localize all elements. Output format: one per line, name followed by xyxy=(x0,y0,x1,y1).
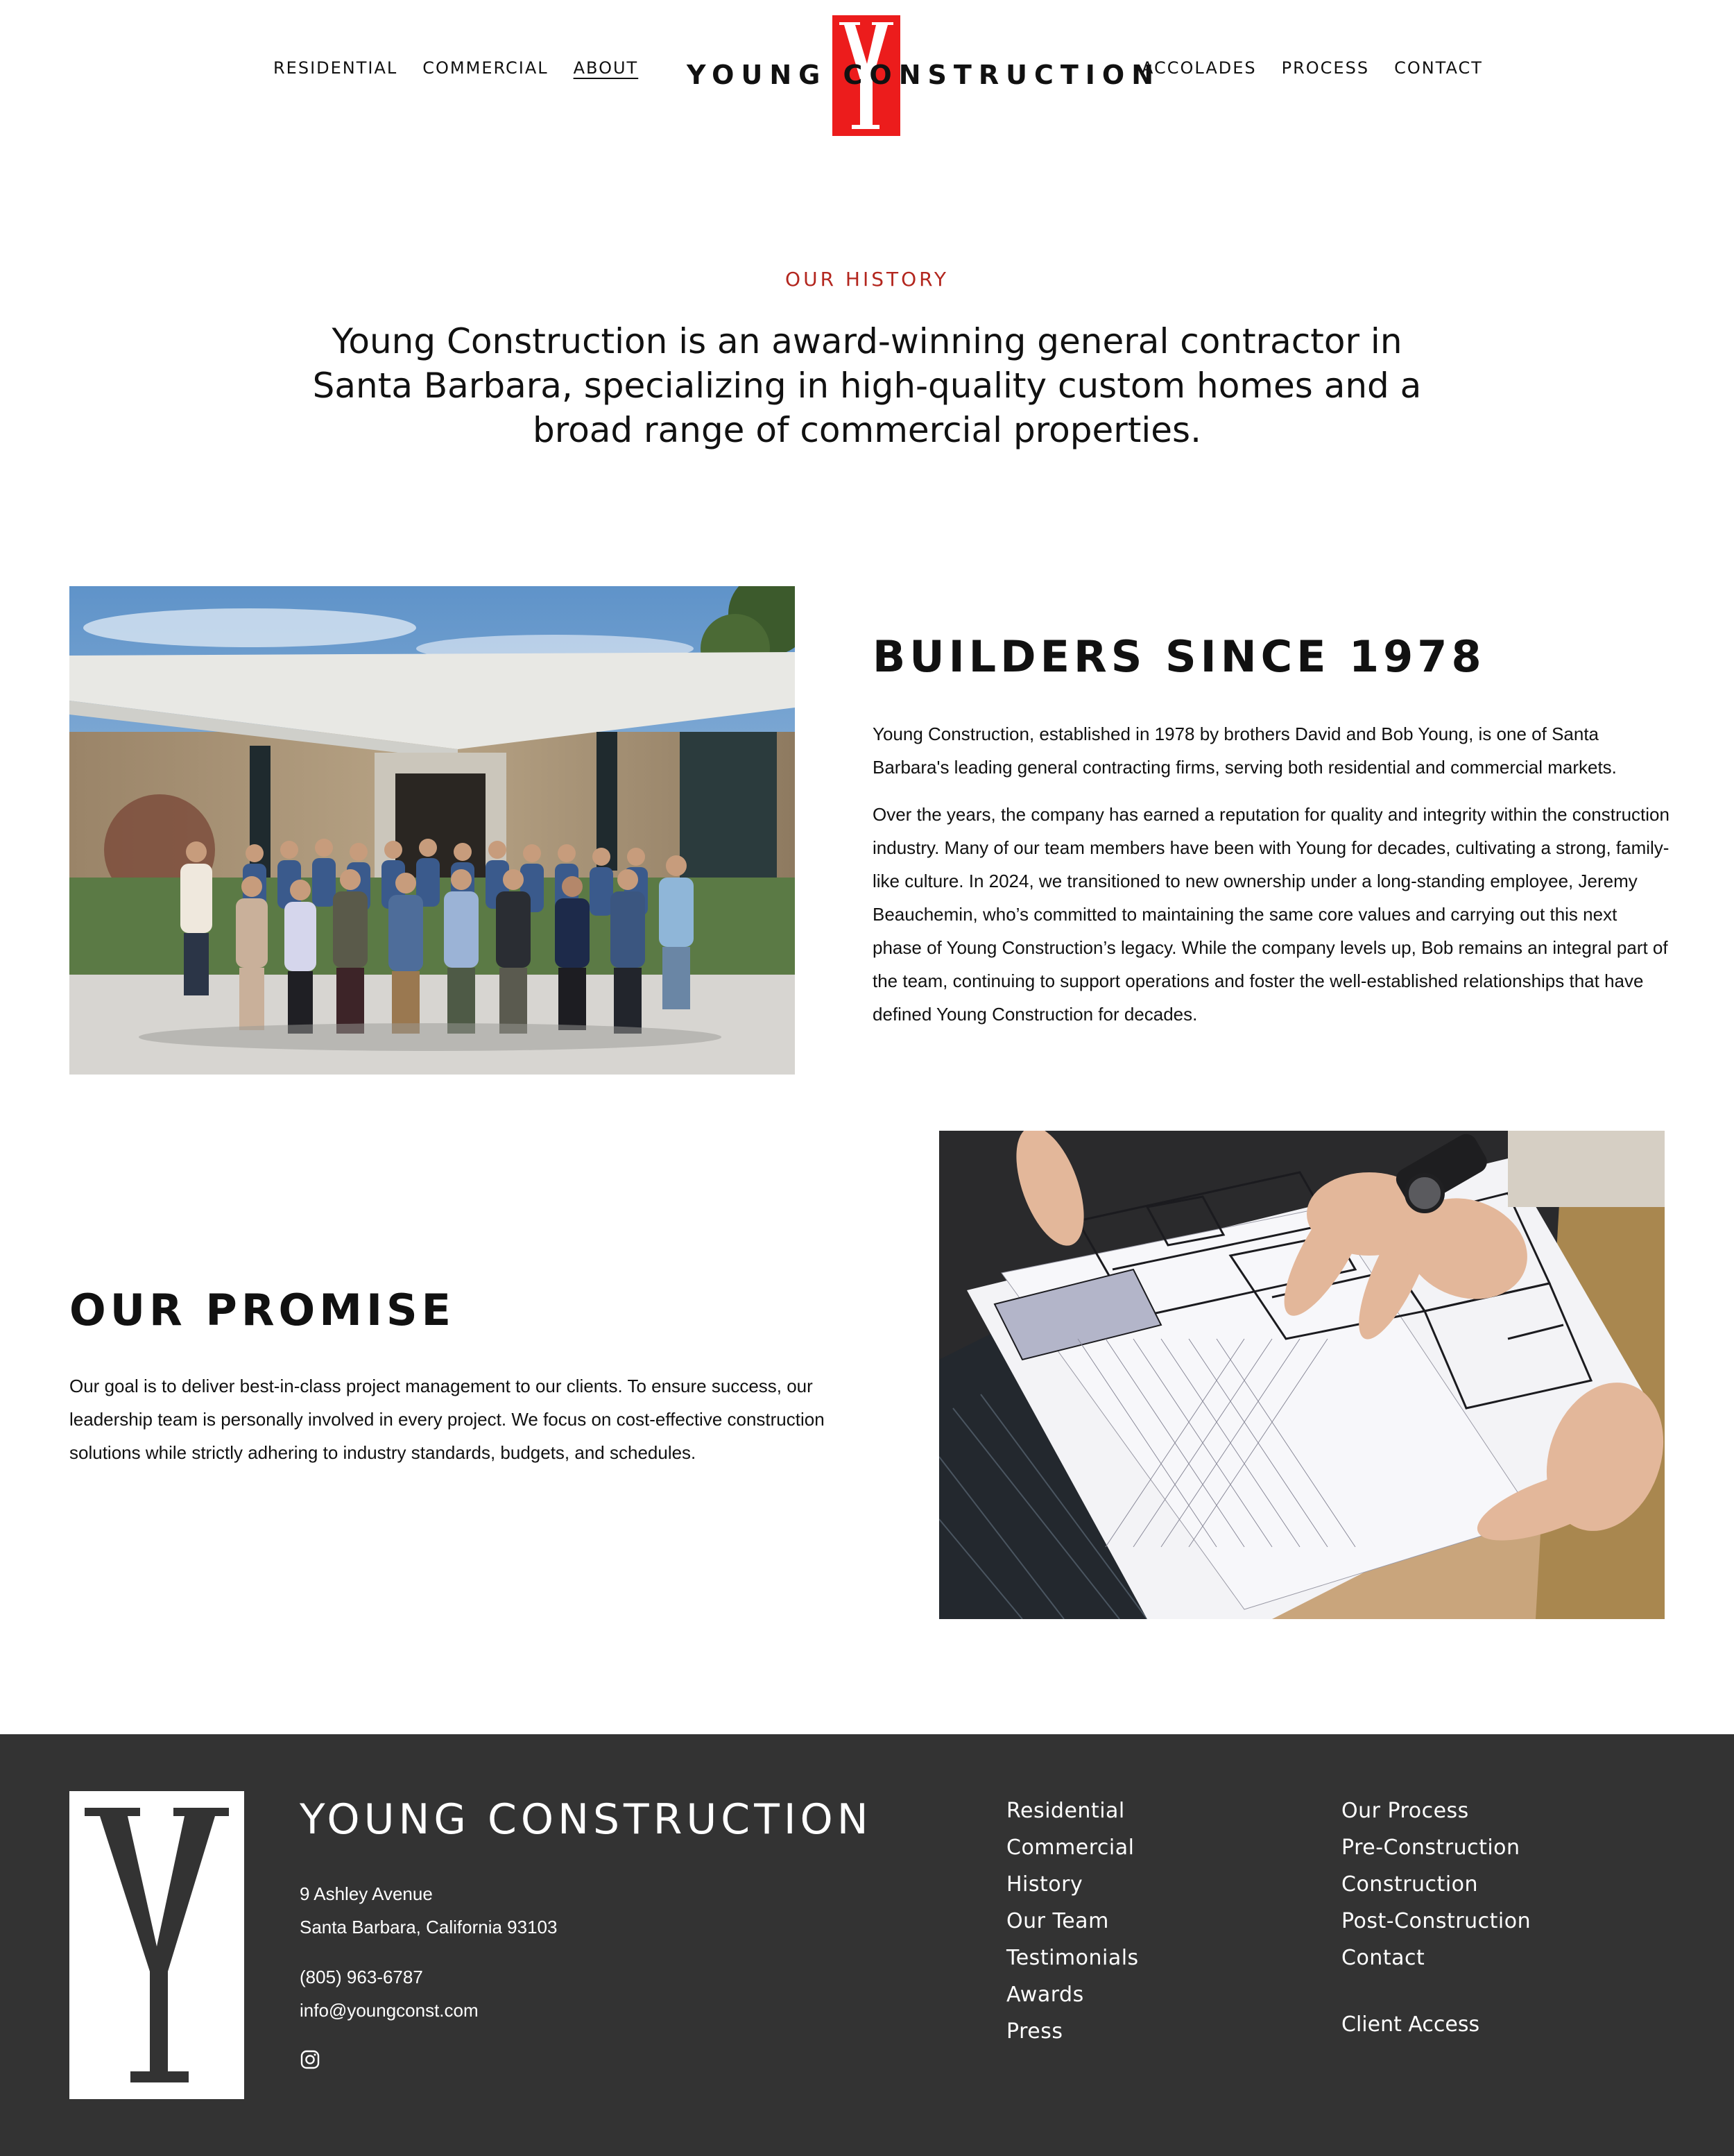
history-intro: Young Construction is an award-winning general contractor in Santa Barbara, specializing in high-quality custom homes and a broad range of commercial properties. xyxy=(312,321,1422,450)
team-photo-image xyxy=(69,586,795,1075)
footer-link-pre-construction[interactable]: Pre-Construction xyxy=(1341,1836,1520,1860)
footer-link-contact[interactable]: Contact xyxy=(1341,1946,1425,1970)
history-eyebrow: OUR HISTORY xyxy=(785,268,949,291)
footer-logo xyxy=(69,1791,244,2099)
site-logo[interactable] xyxy=(687,15,1160,137)
promise-paragraph: Our goal is to deliver best-in-class project management to our clients. To ensure success, our leadership team is personally involved in every project. We focus on cost-effective construction solutions while strictly adhering to industry standards, budgets, and schedules. xyxy=(69,1376,825,1463)
site-footer xyxy=(0,1734,1734,2156)
site-header xyxy=(0,0,1734,139)
footer-address-line-2: Santa Barbara, California 93103 xyxy=(300,1917,558,1937)
footer-link-construction[interactable]: Construction xyxy=(1341,1872,1479,1897)
promise-title: OUR PROMISE xyxy=(69,1285,456,1335)
nav-residential[interactable]: RESIDENTIAL xyxy=(273,58,398,78)
primary-nav-left xyxy=(273,58,638,78)
primary-nav-right xyxy=(1142,58,1483,78)
builders-paragraph-2: Over the years, the company has earned a reputation for quality and integrity within the construction industry. Many of our team members have been with Young for decades, cultivating a strong, family-like culture. In 2024, we transitioned to new ownership under a long-standing employee, Jeremy Beauchemin, who’s committed to maintaining the same core values and carrying out this next phase of Young Construction’s legacy. While the company levels up, Bob remains an integral part of the team, continuing to support operations and foster the well-established relationships that have defined Young Construction for decades. xyxy=(873,804,1669,1025)
logo-wordmark: YOUNG CONSTRUCTION xyxy=(687,60,1160,90)
blueprint-photo xyxy=(939,1131,1665,1619)
footer-link-post-construction[interactable]: Post-Construction xyxy=(1341,1909,1531,1933)
builders-title: BUILDERS SINCE 1978 xyxy=(873,631,1486,682)
footer-email-link[interactable]: info@youngconst.com xyxy=(300,2000,479,2021)
footer-link-our-team[interactable]: Our Team xyxy=(1006,1909,1109,1933)
footer-title: YOUNG CONSTRUCTION xyxy=(300,1795,873,1844)
footer-nav-column-1 xyxy=(1006,1793,1139,2050)
footer-link-commercial[interactable]: Commercial xyxy=(1006,1836,1135,1860)
nav-commercial[interactable]: COMMERCIAL xyxy=(422,58,549,78)
footer-nav-column-2 xyxy=(1341,1793,1531,1976)
footer-address-line-1: 9 Ashley Avenue xyxy=(300,1883,433,1904)
footer-link-residential[interactable]: Residential xyxy=(1006,1799,1125,1823)
nav-process[interactable]: PROCESS xyxy=(1281,58,1370,78)
nav-contact[interactable]: CONTACT xyxy=(1394,58,1483,78)
footer-y-icon xyxy=(69,1791,244,2099)
team-photo xyxy=(69,586,795,1075)
footer-phone-link[interactable]: (805) 963-6787 xyxy=(300,1967,423,1987)
footer-link-history[interactable]: History xyxy=(1006,1872,1083,1897)
blueprint-photo-image xyxy=(939,1131,1665,1619)
client-access-link[interactable]: Client Access xyxy=(1341,2012,1480,2037)
footer-link-press[interactable]: Press xyxy=(1006,2019,1063,2044)
footer-link-testimonials[interactable]: Testimonials xyxy=(1006,1946,1139,1970)
instagram-icon[interactable] xyxy=(300,2049,320,2070)
nav-accolades[interactable]: ACCOLADES xyxy=(1142,58,1257,78)
nav-about[interactable]: ABOUT xyxy=(573,58,639,78)
footer-link-our-process[interactable]: Our Process xyxy=(1341,1799,1469,1823)
footer-link-awards[interactable]: Awards xyxy=(1006,1983,1084,2007)
builders-paragraph-1: Young Construction, established in 1978 by brothers David and Bob Young, is one of Santa Barbara's leading general contracting firms, serving both residential and commercial markets. xyxy=(873,724,1617,778)
